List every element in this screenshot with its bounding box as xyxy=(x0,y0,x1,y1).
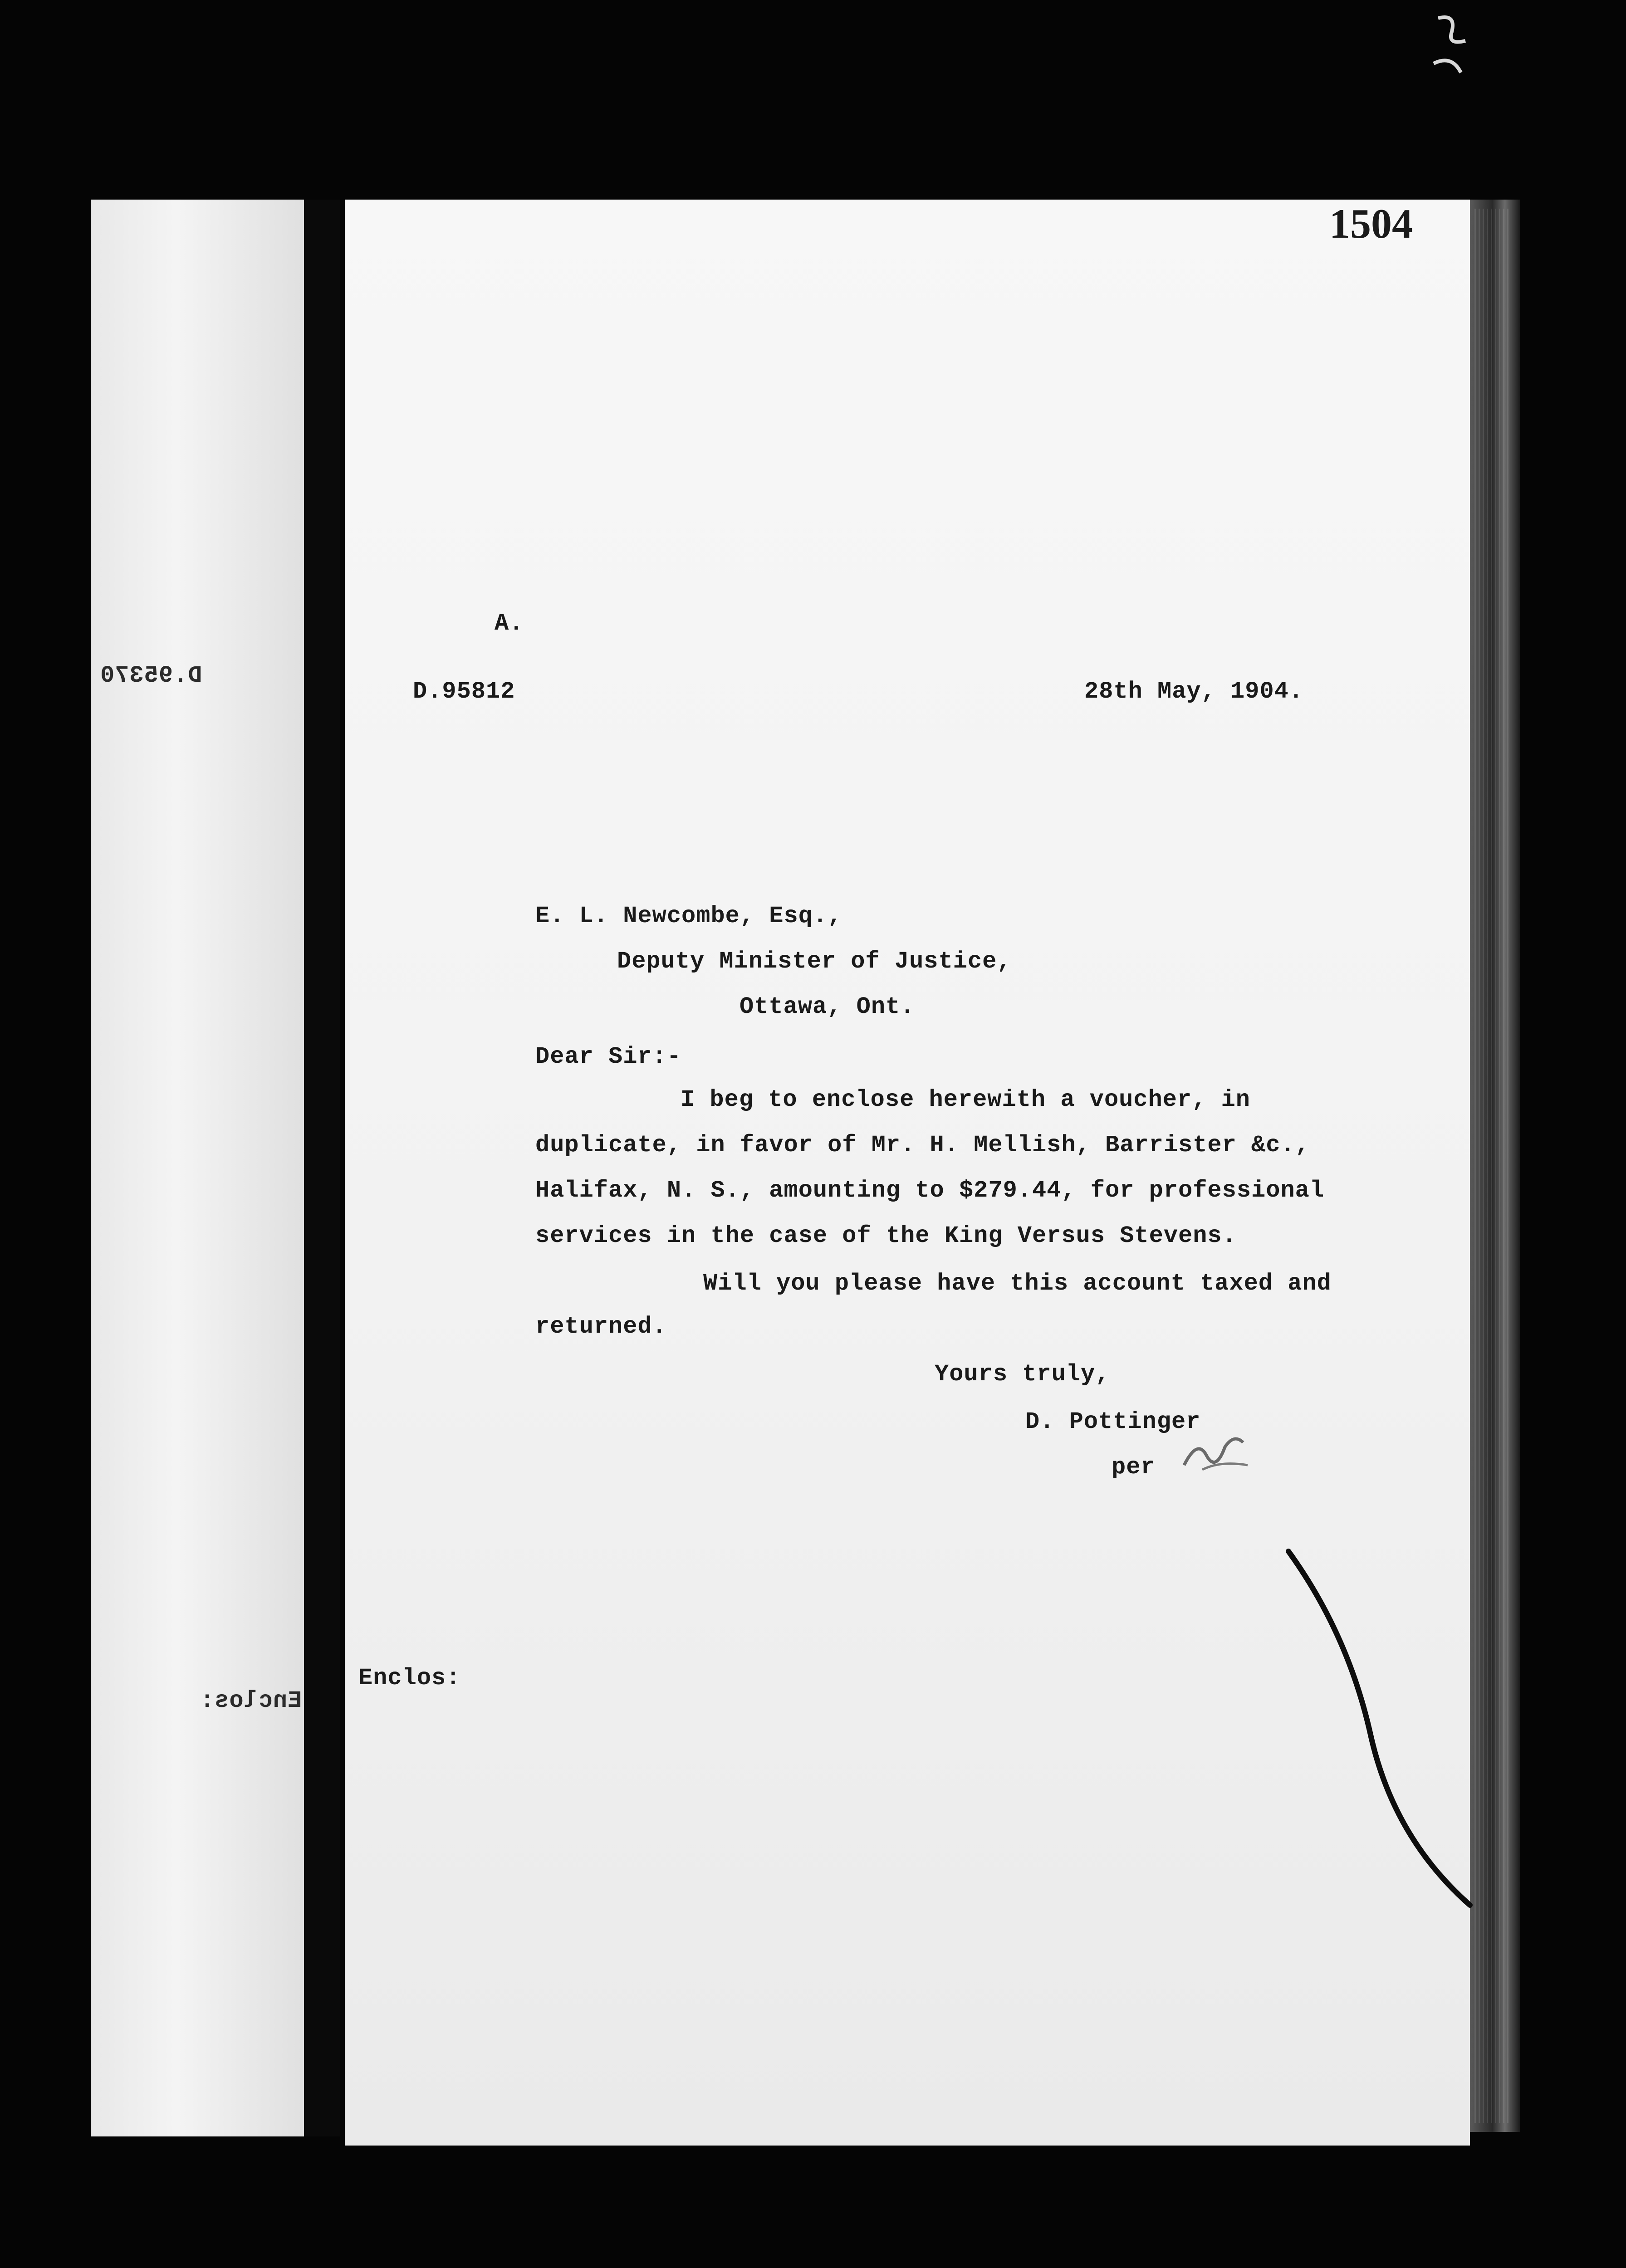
binding-gutter xyxy=(304,200,340,2136)
body-line-3: Halifax, N. S., amounting to $279.44, for professional xyxy=(535,1177,1325,1204)
pen-stroke-mark xyxy=(1279,1542,1488,1923)
body-line-2: duplicate, in favor of Mr. H. Mellish, Barrister &c., xyxy=(535,1132,1310,1158)
recipient-title: Deputy Minister of Justice, xyxy=(617,948,1012,975)
body-line-4: services in the case of the King Versus Stevens. xyxy=(535,1222,1237,1249)
body-line-6: returned. xyxy=(535,1313,667,1340)
folio-number: 1504 xyxy=(1329,200,1413,247)
left-strip-enclosure: Enclos: xyxy=(200,1687,302,1714)
recipient-name: E. L. Newcombe, Esq., xyxy=(535,903,842,929)
scan-corner-mark xyxy=(1425,9,1479,86)
recipient-city: Ottawa, Ont. xyxy=(740,993,915,1020)
file-number: D.95812 xyxy=(413,678,515,705)
handwritten-initials xyxy=(1180,1429,1252,1479)
salutation: Dear Sir:- xyxy=(535,1043,682,1070)
body-line-5: Will you please have this account taxed and xyxy=(703,1270,1332,1297)
facing-page-strip xyxy=(91,200,304,2136)
enclosure-label: Enclos: xyxy=(358,1665,461,1691)
per-label: per xyxy=(1112,1454,1156,1481)
left-strip-file-number: D.95370 xyxy=(100,662,202,689)
signature-name: D. Pottinger xyxy=(1025,1408,1201,1435)
closing: Yours truly, xyxy=(935,1361,1110,1388)
letter-mark: A. xyxy=(495,610,524,637)
body-line-1: I beg to enclose herewith a voucher, in xyxy=(681,1086,1250,1113)
letter-date: 28th May, 1904. xyxy=(1084,678,1304,705)
